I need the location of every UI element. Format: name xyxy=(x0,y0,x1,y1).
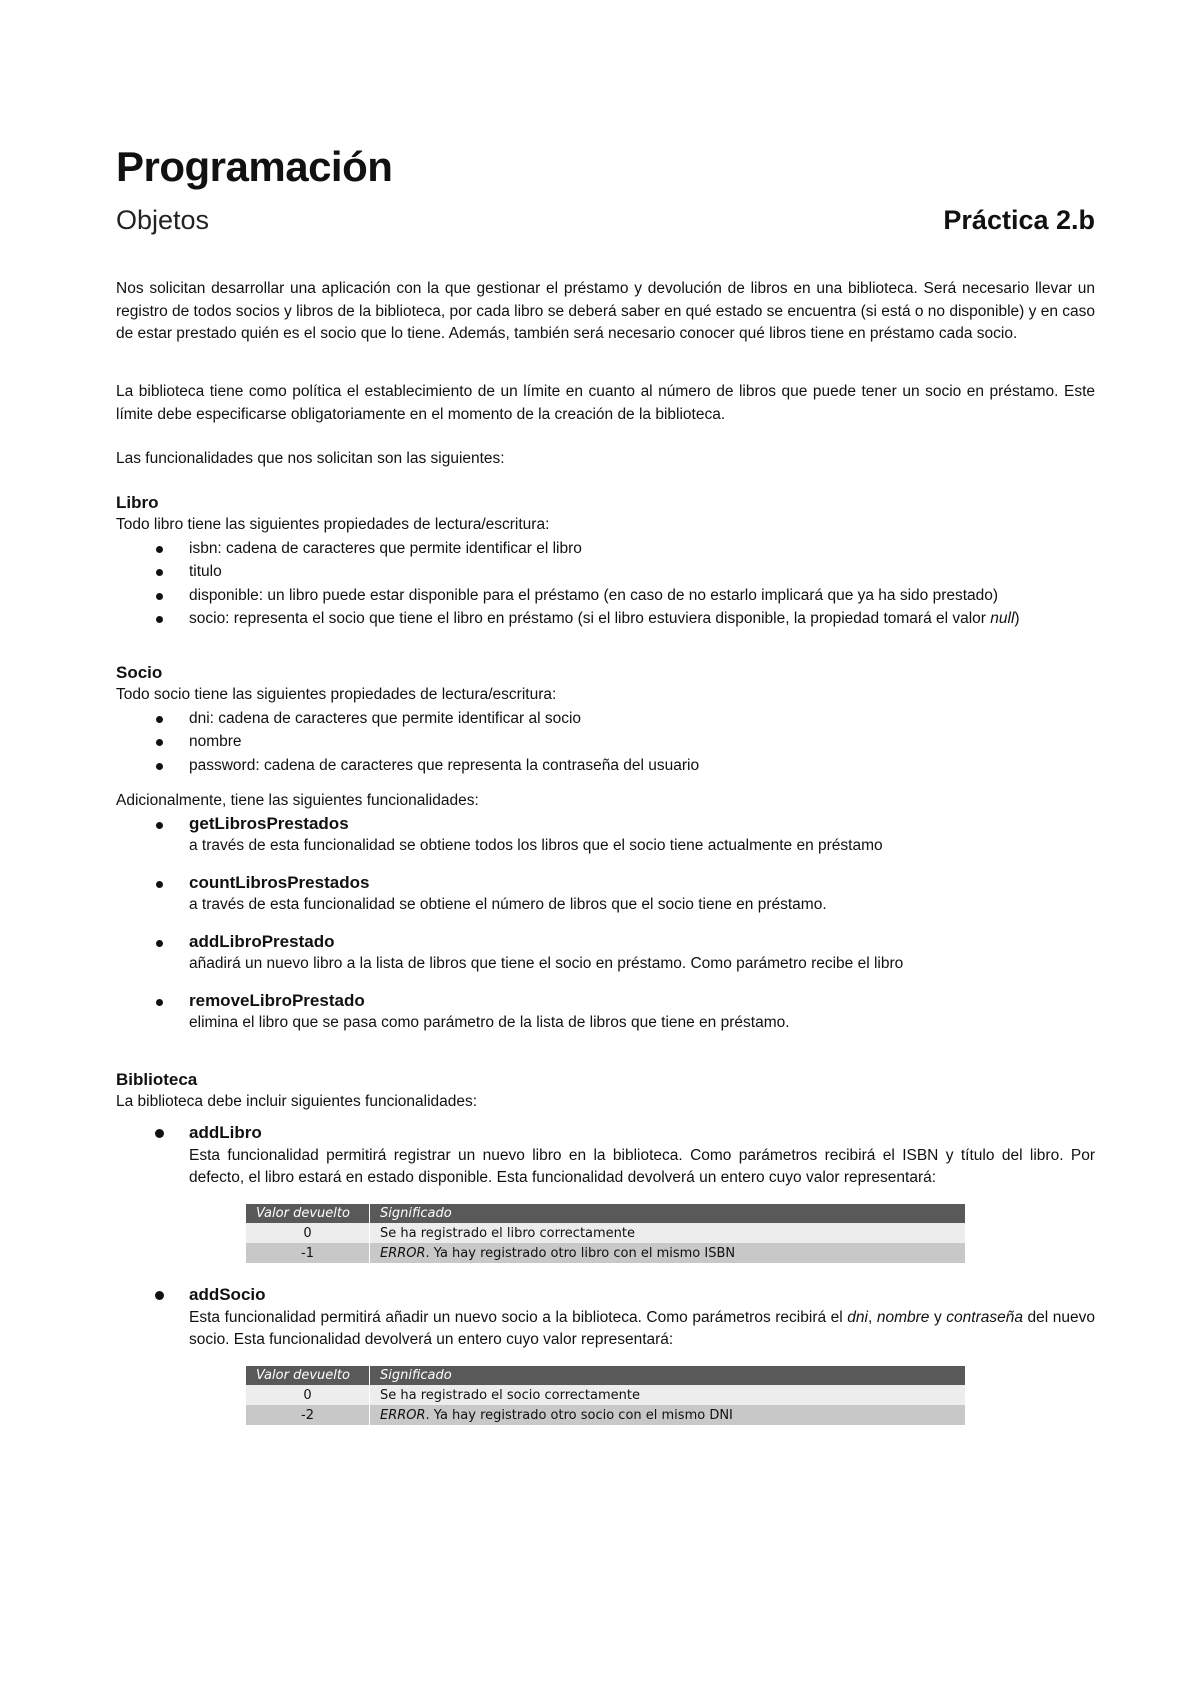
table-header: Valor devuelto xyxy=(246,1204,370,1223)
addlibro-item xyxy=(189,1122,1095,1190)
intro-paragraph-1 xyxy=(116,278,1095,346)
list-item: nombre xyxy=(189,730,1095,754)
table-row xyxy=(246,1385,966,1405)
table-cell-meaning xyxy=(370,1223,966,1243)
func-name: countLibrosPrestados xyxy=(189,872,370,892)
table-header-row xyxy=(246,1366,966,1385)
list-item: disponible: un libro puede estar disponible para el préstamo (en caso de no estarlo implicará que ya ha sido prestado) xyxy=(189,584,1095,608)
socio-heading: Socio xyxy=(116,663,163,682)
error-label: ERROR xyxy=(380,1245,426,1261)
socio-funcs-intro: Adicionalmente, tiene las siguientes funcionalidades: xyxy=(116,792,479,809)
intro-text-2: La biblioteca tiene como política el establecimiento de un límite en cuanto al número de libros que puede tener un socio en préstamo. Este límite debe especificarse obligatoriamente en el momento de la creación de la biblioteca. xyxy=(116,383,1095,423)
func-name: getLibrosPrestados xyxy=(189,813,349,833)
func-desc: añadirá un nuevo libro a la lista de libros que tiene el socio en préstamo. Como parámetro recibe el libro xyxy=(189,955,904,972)
func-desc: a través de esta funcionalidad se obtiene todos los libros que el socio tiene actualmente en préstamo xyxy=(189,837,883,854)
biblioteca-intro: La biblioteca debe incluir siguientes funcionalidades: xyxy=(116,1093,478,1110)
table-row xyxy=(246,1405,966,1425)
libro-heading: Libro xyxy=(116,493,159,512)
list-item xyxy=(189,813,1095,858)
func-desc: Esta funcionalidad permitirá registrar un nuevo libro en la biblioteca. Como parámetros recibirá el ISBN y título del libro. Por defecto, el libro estará en estado disponible. Esta funcionalidad devolverá un entero cuyo valor representará: xyxy=(189,1146,1095,1186)
socio-funcs-block xyxy=(116,790,1095,1049)
table-header: Significado xyxy=(370,1366,966,1385)
table-cell-value: 0 xyxy=(246,1223,370,1243)
intro-paragraph-2 xyxy=(116,381,1095,426)
desc-password: contraseña xyxy=(946,1308,1023,1326)
libro-prop-socio-end: ) xyxy=(1014,610,1020,627)
libro-section xyxy=(116,492,1095,631)
table-header: Significado xyxy=(370,1204,966,1223)
table-cell-value: -2 xyxy=(246,1405,370,1425)
table-row xyxy=(246,1243,966,1263)
desc-part: del nuevo socio. Esta funcionalidad devolverá un entero cuyo valor representará: xyxy=(189,1308,1096,1348)
table-cell-value: 0 xyxy=(246,1385,370,1405)
bullet-icon xyxy=(155,1129,164,1138)
subtitle-row xyxy=(116,205,1095,239)
list-item: isbn: cadena de caracteres que permite identificar el libro xyxy=(189,537,1095,561)
list-item: dni: cadena de caracteres que permite identificar al socio xyxy=(189,707,1095,731)
null-keyword: null xyxy=(990,610,1015,627)
document-subtitle: Objetos xyxy=(116,205,210,235)
table-header: Valor devuelto xyxy=(246,1366,370,1385)
func-desc xyxy=(189,1307,1095,1352)
desc-nombre: nombre xyxy=(876,1308,930,1326)
list-item xyxy=(189,872,1095,917)
func-name: addSocio xyxy=(189,1285,266,1304)
desc-part: y xyxy=(929,1308,947,1326)
socio-funcs-list xyxy=(116,813,1095,1035)
socio-intro: Todo socio tiene las siguientes propiedades de lectura/escritura: xyxy=(116,686,557,703)
list-item xyxy=(189,990,1095,1035)
desc-dni: dni xyxy=(847,1308,868,1326)
bullet-icon xyxy=(155,1291,164,1300)
table-header-row xyxy=(246,1204,966,1223)
biblioteca-heading: Biblioteca xyxy=(116,1070,198,1089)
socio-props-list xyxy=(116,707,1095,778)
table-cell-value: -1 xyxy=(246,1243,370,1263)
table-row xyxy=(246,1223,966,1243)
intro-text-3: Las funcionalidades que nos solicitan son las siguientes: xyxy=(116,450,505,467)
meaning-text: . Ya hay registrado otro socio con el mismo DNI xyxy=(425,1407,733,1423)
func-desc: a través de esta funcionalidad se obtiene el número de libros que el socio tiene en préstamo. xyxy=(189,896,827,913)
list-item: password: cadena de caracteres que representa la contraseña del usuario xyxy=(189,754,1095,778)
meaning-text: Se ha registrado el socio correctamente xyxy=(380,1387,640,1403)
libro-intro: Todo libro tiene las siguientes propiedades de lectura/escritura: xyxy=(116,516,550,533)
practice-label: Práctica 2.b xyxy=(943,205,1095,235)
biblioteca-section xyxy=(116,1069,1095,1114)
list-item: titulo xyxy=(189,560,1095,584)
func-desc: elimina el libro que se pasa como parámetro de la lista de libros que tiene en préstamo. xyxy=(189,1014,790,1031)
list-item xyxy=(189,931,1095,976)
table-cell-meaning xyxy=(370,1405,966,1425)
desc-part: , xyxy=(867,1308,877,1326)
func-name: addLibroPrestado xyxy=(189,931,335,951)
list-item xyxy=(189,607,1095,631)
addlibro-return-table xyxy=(246,1204,966,1263)
socio-section xyxy=(116,662,1095,777)
libro-prop-socio-text: socio: representa el socio que tiene el libro en préstamo (si el libro estuviera disponible, la propiedad tomará el valor xyxy=(189,610,991,627)
func-name: addLibro xyxy=(189,1123,262,1142)
error-label: ERROR xyxy=(380,1407,426,1423)
addsocio-item xyxy=(189,1284,1095,1352)
table-cell-meaning xyxy=(370,1243,966,1263)
table-cell-meaning xyxy=(370,1385,966,1405)
meaning-text: Se ha registrado el libro correctamente xyxy=(380,1225,636,1241)
intro-text-1: Nos solicitan desarrollar una aplicación con la que gestionar el préstamo y devolución de libros en una biblioteca. Será necesario llevar un registro de todos socios y libros de la biblioteca, por cada libro se deberá saber en qué estado se encuentra (si está o no disponible) y en caso de estar prestado quién es el socio que lo tiene. Además, también será necesario conocer qué libros tiene en préstamo cada socio. xyxy=(116,280,1095,342)
document-title: Programación xyxy=(116,143,393,190)
desc-part: Esta funcionalidad permitirá añadir un nuevo socio a la biblioteca. Como parámetros recibirá el xyxy=(189,1308,848,1326)
libro-props-list xyxy=(116,537,1095,631)
meaning-text: . Ya hay registrado otro libro con el mismo ISBN xyxy=(425,1245,736,1261)
addsocio-return-table xyxy=(246,1366,966,1425)
func-name: removeLibroPrestado xyxy=(189,990,365,1010)
intro-paragraph-3 xyxy=(116,448,1095,471)
